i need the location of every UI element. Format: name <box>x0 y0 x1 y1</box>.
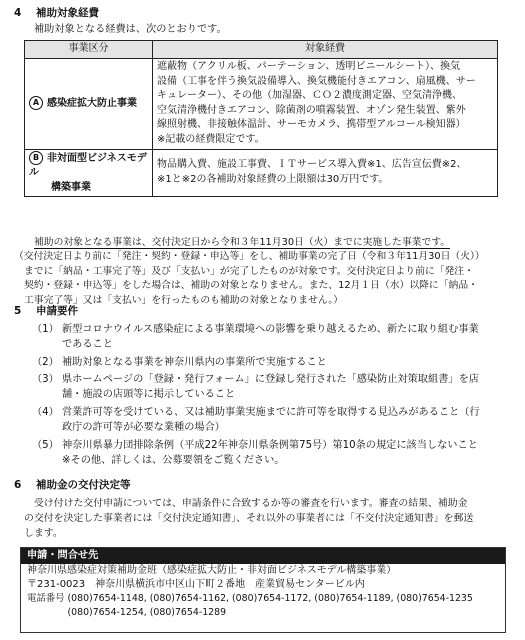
requirement-text: 政庁の許可等が必要な業種の場合） <box>62 422 225 433</box>
section-4-title-text: 補助対象経費 <box>36 7 99 19</box>
contact-address: 〒231-0023 神奈川県横浜市中区山下町２番地 産業貿易センタービル内 <box>27 579 365 590</box>
expense-line: 遮蔽物（アクリル板、パーテーション、透明ビニールシート）、換気 <box>157 61 461 72</box>
table-row <box>25 149 498 197</box>
table-category-cell <box>25 59 153 150</box>
contact-body <box>21 564 505 620</box>
section-4-intro: 補助対象となる経費は、次のとおりです。 <box>34 24 227 35</box>
table-row <box>25 59 498 150</box>
requirement-label: （2） <box>32 357 59 368</box>
table-header-expenses: 対象経費 <box>153 41 498 59</box>
section-4-note <box>14 236 514 308</box>
note-line: までに「納品・工事完了等」及び「支払い」が完了したものが対象です。交付決定日より前に「発注・ <box>24 265 474 277</box>
requirement-text: 神奈川県暴力団排除条例（平成22年神奈川県条例第75号）第10条の規定に該当しないこと <box>62 440 478 451</box>
contact-phone: 電話番号 (080)7654-1148, (080)7654-1162, (080)7654-1172, (080)7654-1189, (080)7654-1235 <box>27 593 473 604</box>
table-expenses-cell <box>153 59 498 150</box>
expense-line: 物品購入費、施設工事費、ＩＴサービス導入費※1、広告宣伝費※2、 <box>157 159 467 171</box>
contact-title: 申請・問合せ先 <box>21 548 505 564</box>
requirement-text: であること <box>62 339 113 350</box>
table-header-category: 事業区分 <box>25 41 153 59</box>
requirement-label: （5） <box>32 440 59 451</box>
category-name: 感染症拡大防止事業 <box>47 97 137 109</box>
circled-letter-b-icon: B <box>29 151 43 165</box>
requirement-item <box>32 372 502 402</box>
section-6-body <box>24 496 514 541</box>
requirement-item <box>32 438 502 468</box>
contact-box <box>20 547 506 633</box>
note-highlight: 補助の対象となる事業は、交付決定日から令和３年11月30日（火）までに実施した事業です。 <box>34 237 451 248</box>
section-5-number: 5 <box>14 305 22 317</box>
section-6-number: 6 <box>14 479 22 491</box>
section-6-line: 受け付けた交付申請については、申請条件に合致するか等の審査を行います。審査の結果、補助金 <box>34 498 468 509</box>
section-6-line: します。 <box>24 528 63 539</box>
requirement-label: （1） <box>32 324 59 335</box>
requirement-text: 舗・施設の店頭等に掲示していること <box>62 389 236 400</box>
note-line: 工事完了等」又は「支払い」を行ったものも補助の対象となりません。） <box>24 294 343 306</box>
expense-table <box>24 40 498 197</box>
expense-line: 線照射機、非接触体温計、サーモカメラ、携帯型アルコール検知器） <box>157 119 466 131</box>
requirement-label: （3） <box>32 374 59 385</box>
requirement-text: 県ホームページの「登録・発行フォーム」に登録し発行された「感染防止対策取組書」を店 <box>62 374 479 385</box>
contact-phone-cont: (080)7654-1254, (080)7654-1289 <box>27 607 227 618</box>
expense-line: ※1と※2の各補助対象経費の上限額は30万円です。 <box>157 173 389 185</box>
requirement-label: （4） <box>32 407 59 418</box>
section-5-title-text: 申請要件 <box>36 305 78 317</box>
expense-line: 空気清浄機付きエアコン、除菌剤の噴霧装置、オゾン発生装置、紫外 <box>157 104 466 116</box>
circled-letter-a-icon: A <box>29 96 43 110</box>
requirement-text: 営業許可等を受けている、又は補助事業実施までに許可等を取得する見込みがあること（行 <box>62 407 480 418</box>
section-6-title-text: 補助金の交付決定等 <box>36 479 131 491</box>
requirement-item <box>32 355 502 370</box>
requirement-text: 新型コロナウイルス感染症による事業環境への影響を乗り越えるため、新たに取り組む事業 <box>62 324 479 335</box>
table-category-cell <box>25 149 153 197</box>
table-header-row <box>25 41 498 59</box>
note-line: 契約・登録・申込等」をした場合は、補助の対象となりません。また、12月１日（水）以降に「納品・ <box>24 280 478 292</box>
section-6-line: の交付を決定した事業者には「交付決定通知書」、それ以外の事業者には「不交付決定通知書」を郵送 <box>24 513 474 524</box>
section-5-title <box>14 304 78 319</box>
contact-office: 神奈川県感染症対策補助金班（感染症拡大防止・非対面ビジネスモデル構築事業） <box>27 565 397 576</box>
requirement-footnote: ※その他、詳しくは、公募要領をご覧ください。 <box>62 455 285 466</box>
category-name: 非対面型ビジネスモデル <box>29 152 147 179</box>
requirement-item <box>32 405 502 435</box>
section-4-title <box>14 6 99 21</box>
section-6-title <box>14 478 131 493</box>
expense-line: ※記載の経費限定です。 <box>157 133 265 145</box>
section-4-number: 4 <box>14 7 22 19</box>
requirement-text: 補助対象となる事業を神奈川県内の事業所で実施すること <box>62 357 327 368</box>
category-name-line2: 構築事業 <box>51 181 91 193</box>
table-expenses-cell <box>153 149 498 197</box>
requirement-item <box>32 322 502 352</box>
expense-line: キュレーター）、その他（加湿器、ＣＯ２濃度測定器、空気清浄機、 <box>157 90 462 102</box>
expense-line: 設備（工事を伴う換気設備導入、換気機能付きエアコン、扇風機、サー <box>157 75 476 87</box>
note-line: （交付決定日より前に「発注・契約・登録・申込等」をし、補助事業の完了日（令和３年11月30日（火）） <box>14 251 485 263</box>
